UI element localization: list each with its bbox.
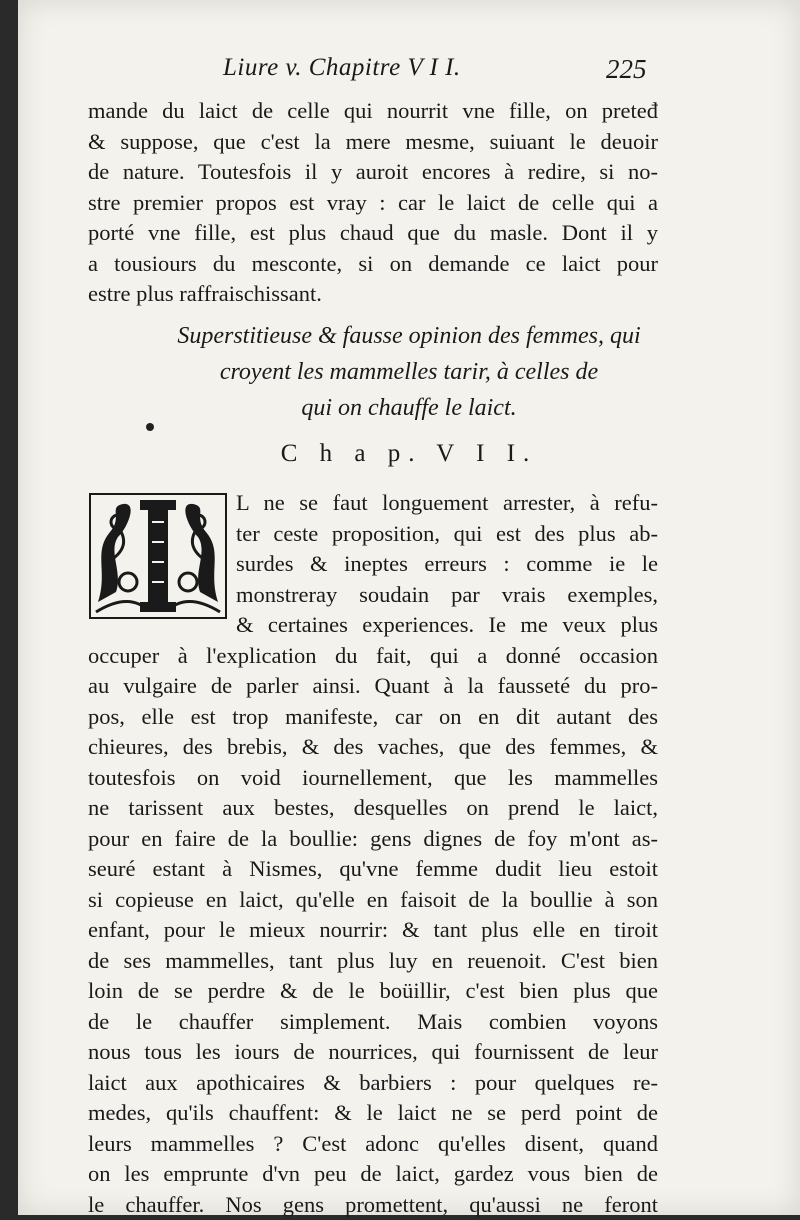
text-line: ter ceste proposition, qui est des plus ab- [236,519,658,550]
paragraph-2-opening [236,488,658,610]
text-line: & suppose, que c'est la mere mesme, suiuant le deuoir [88,127,658,158]
text-line: L ne se faut longuement arrester, à refu- [236,488,658,519]
page-number: 225 [606,54,647,85]
text-line: toutesfois on void iournellement, que les mammelles [88,763,658,794]
chapter-number: C h a p. V I I. [18,440,800,468]
text-line: loin de se perdre & de le boüillir, c'est bien plus que [88,976,658,1007]
text-line: a tousiours du mesconte, si on demande ce laict pour [88,249,658,280]
text-line: chieures, des brebis, & des vaches, que des femmes, & [88,732,658,763]
paragraph-1 [88,96,658,310]
text-line: au vulgaire de parler ainsi. Quant à la fausseté du pro- [88,671,658,702]
ink-spot [146,423,154,431]
text-line: de ses mammelles, tant plus luy en reuenoit. C'est bien [88,946,658,977]
text-line: mande du laict de celle qui nourrit vne fille, on preteđ [88,96,658,127]
running-head-title: Liure v. Chapitre V I I. [223,54,461,82]
text-line: porté vne fille, est plus chaud que du masle. Dont il y [88,218,658,249]
text-line: surdes & ineptes erreurs : comme ie le [236,549,658,580]
text-line: si copieuse en laict, qu'elle en faisoit de la boullie à son [88,885,658,916]
text-line: occuper à l'explication du fait, qui a donné occasion [88,641,658,672]
decorated-initial-i [88,492,228,620]
section-heading [18,318,800,426]
text-line: leurs mammelles ? C'est adonc qu'elles disent, quand [88,1129,658,1160]
text-line: de le chauffer simplement. Mais combien voyons [88,1007,658,1038]
paragraph-2-body [88,610,658,1220]
heading-line: croyent les mammelles tarir, à celles de [18,354,800,390]
text-line: laict aux apothicaires & barbiers : pour quelques re- [88,1068,658,1099]
heading-line: qui on chauffe le laict. [18,390,800,426]
text-line: pour en faire de la boullie: gens dignes de foy m'ont as- [88,824,658,855]
text-line: estre plus raffraischissant. [88,279,658,310]
running-head [18,50,800,90]
text-line: le chauffer. Nos gens promettent, qu'aussi ne feront [88,1190,658,1220]
text-line: medes, qu'ils chauffent: & le laict ne se perd point de [88,1098,658,1129]
text-line: stre premier propos est vray : car le laict de celle qui a [88,188,658,219]
text-line: seuré estant à Nismes, qu'vne femme dudit lieu estoit [88,854,658,885]
text-line: on les emprunte d'vn peu de laict, gardez vous bien de [88,1159,658,1190]
text-line: de nature. Toutesfois il y auroit encores à redire, si no- [88,157,658,188]
text-line: & certaines experiences. Ie me veux plus [88,610,658,641]
text-line: pos, elle est trop manifeste, car on en dit autant des [88,702,658,733]
text-line: monstreray soudain par vrais exemples, [236,580,658,611]
text-line: ne tarissent aux bestes, desquelles on prend le laict, [88,793,658,824]
heading-line: Superstitieuse & fausse opinion des femmes, qui [18,318,800,354]
text-line: nous tous les iours de nourrices, qui fournissent de leur [88,1037,658,1068]
text-line: enfant, pour le mieux nourrir: & tant plus elle en tiroit [88,915,658,946]
book-page [18,0,800,1215]
